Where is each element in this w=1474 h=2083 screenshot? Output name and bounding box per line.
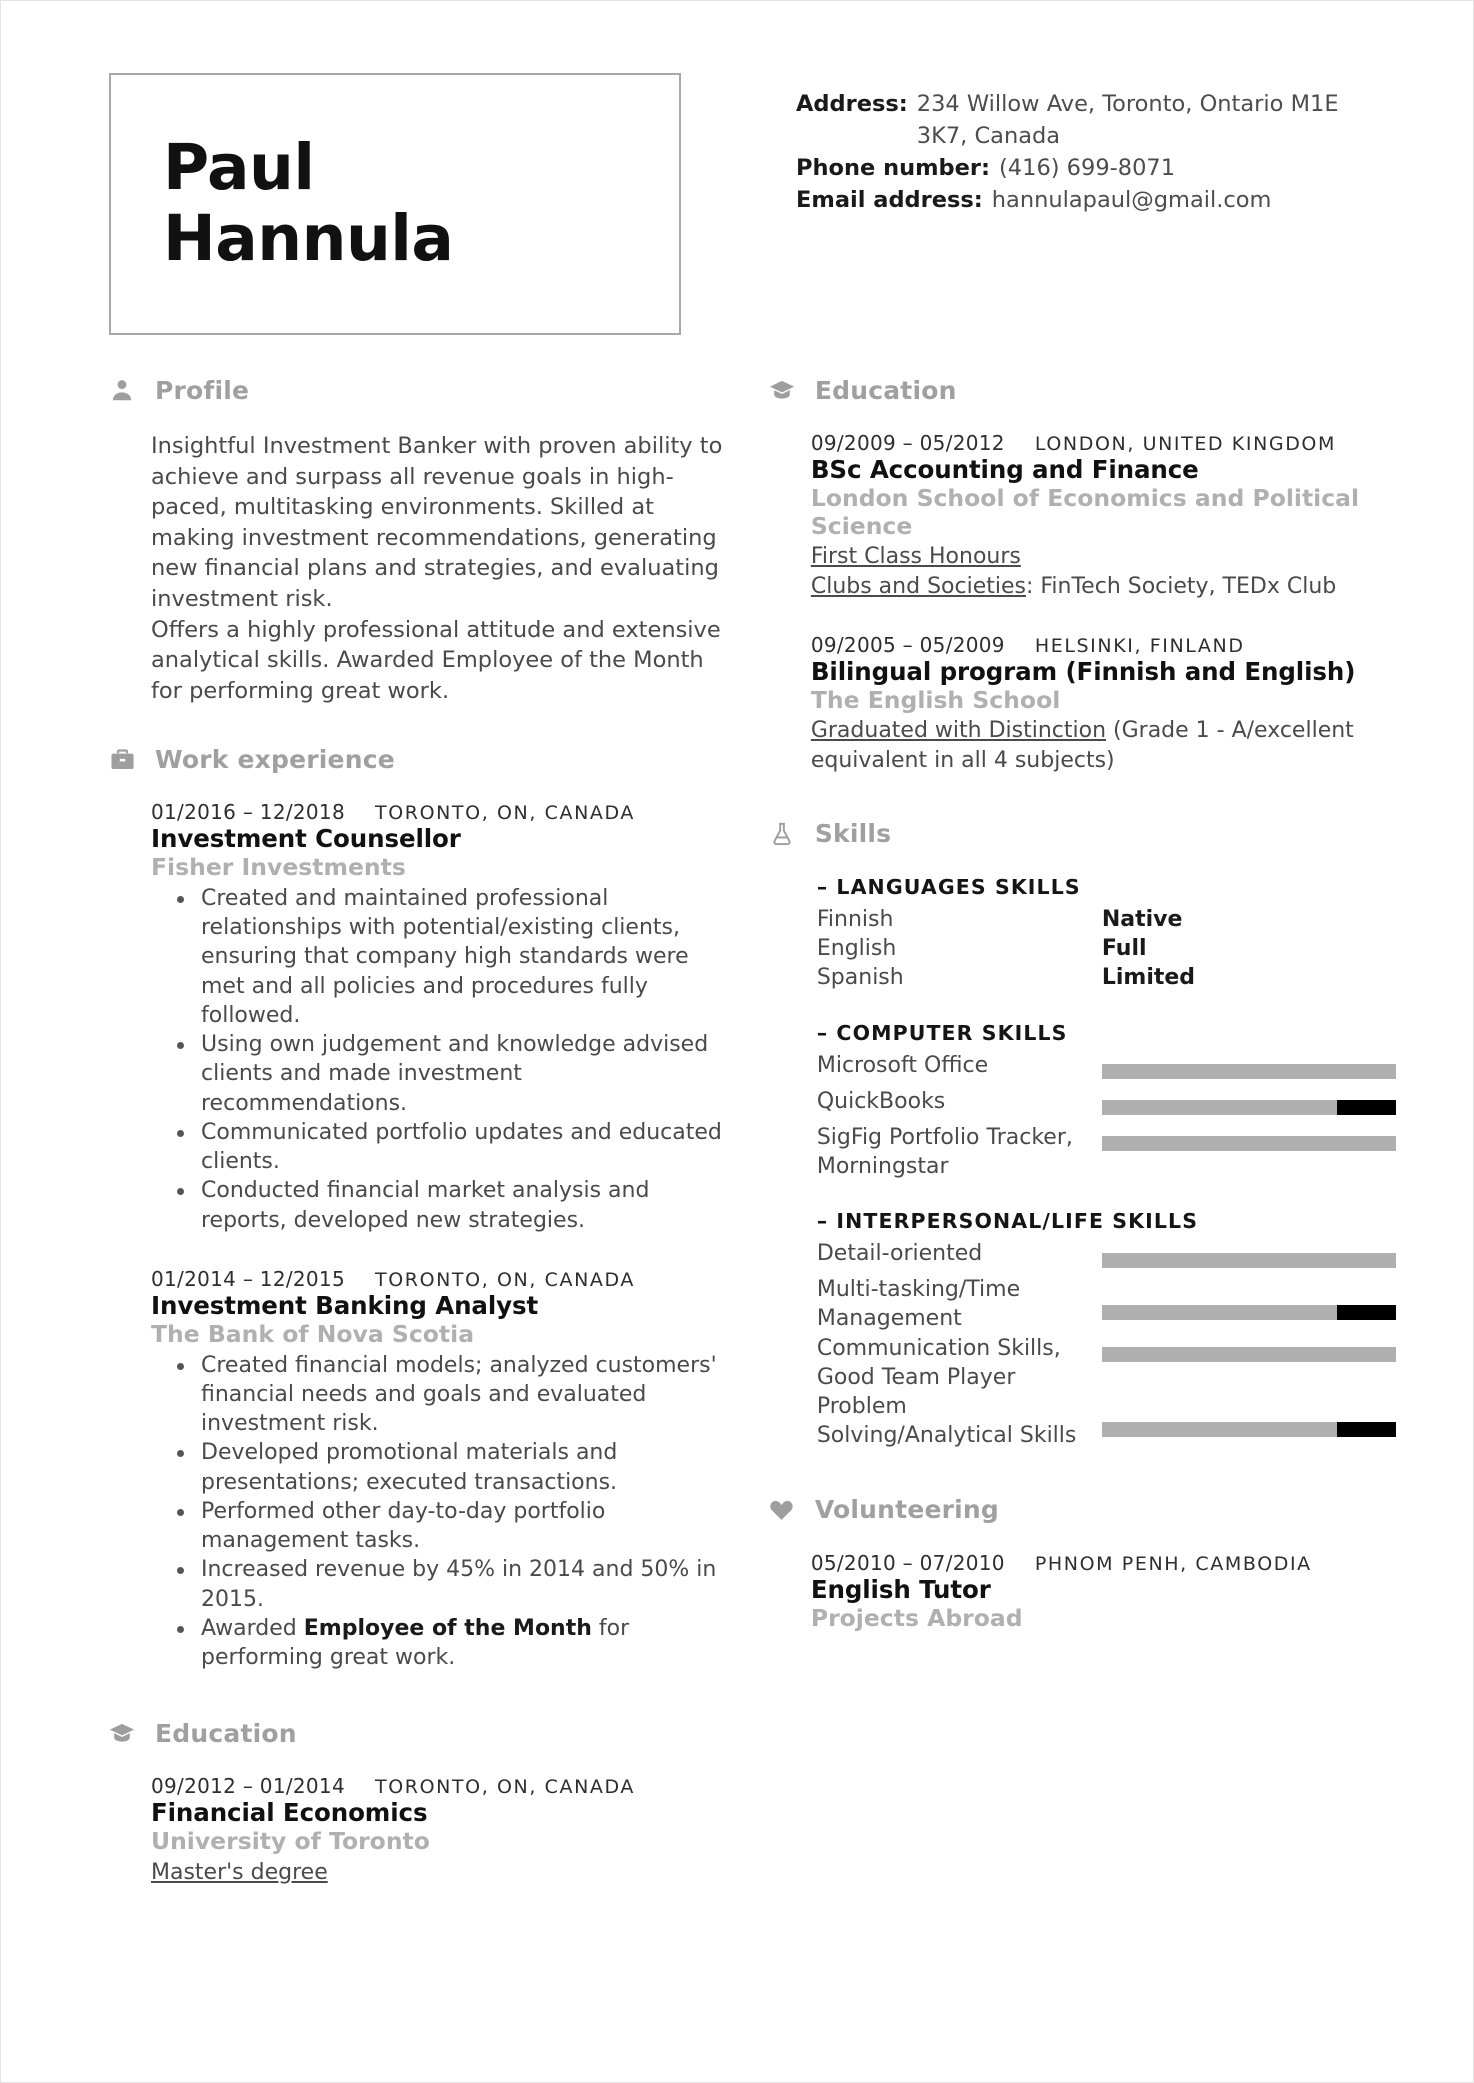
- skill-name: Microsoft Office: [816, 1052, 989, 1078]
- volunteering-entry-meta: [811, 1551, 1405, 1575]
- skill-bar-row: [817, 1275, 1405, 1334]
- first-name: Paul: [163, 131, 315, 205]
- work-entry-title: Investment Banking Analyst: [151, 1290, 539, 1320]
- education-left-heading-label: Education: [155, 1718, 297, 1748]
- education-entry-location: LONDON, UNITED KINGDOM: [1034, 433, 1336, 455]
- left-column: [61, 375, 739, 1925]
- address-value-line2: 3K7, Canada: [916, 122, 1061, 149]
- skill-bar: [1102, 1253, 1396, 1268]
- skill-bar-row: [817, 1334, 1405, 1393]
- work-entry-meta: [151, 800, 729, 824]
- section-education-right: [745, 375, 1413, 775]
- graduation-cap-icon: [767, 375, 797, 405]
- work-entry-date: 01/2014 – 12/2015: [151, 1266, 345, 1291]
- skill-level: Full: [1101, 936, 1147, 962]
- profile-heading: [61, 375, 739, 405]
- work-entry-title: Investment Counsellor: [151, 824, 461, 854]
- work-entry-org: The Bank of Nova Scotia: [151, 1319, 475, 1348]
- list-item: Conducted financial market analysis and reports, developed new strategies.: [185, 1176, 729, 1235]
- education-entry-title: Bilingual program (Finnish and English): [810, 656, 1356, 686]
- skill-group-title: – LANGUAGES SKILLS: [816, 874, 1081, 899]
- section-education-left: [61, 1718, 739, 1887]
- address-value-line1: 234 Willow Ave, Toronto, Ontario M1E: [916, 91, 1339, 117]
- skill-bar-remainder: [1337, 1100, 1396, 1115]
- skill-name: Communication Skills, Good Team Player: [816, 1335, 1061, 1390]
- education-right-body: [745, 431, 1413, 775]
- education-entry-title: Financial Economics: [151, 1798, 428, 1828]
- email-label: Email address:: [796, 186, 983, 213]
- work-entry-bullets: [151, 884, 729, 1235]
- volunteering-heading: [745, 1495, 1413, 1525]
- skill-level: Native: [1101, 906, 1183, 932]
- profile-paragraph-2: Offers a highly professional attitude and extensive analytical skills. Awarded Employee of the Month for performing great work.: [151, 616, 721, 704]
- volunteering-heading-label: Volunteering: [814, 1495, 1000, 1525]
- skill-group-computer: [817, 1021, 1405, 1182]
- list-item: Using own judgement and knowledge advised clients and made investment recommendations.: [185, 1030, 729, 1118]
- education-left-heading: [61, 1718, 739, 1748]
- person-icon: [107, 375, 137, 405]
- skill-bar-row: [817, 1051, 1405, 1087]
- distinction-detail: (Grade 1 - A/excellent equivalent in all 4 subjects): [810, 718, 1354, 773]
- education-entry-distinction: [811, 716, 1405, 775]
- resume-columns: [1, 335, 1473, 1925]
- right-column: [745, 375, 1413, 1925]
- award-pre: Awarded: [201, 1615, 304, 1641]
- skill-bar: [1102, 1305, 1396, 1320]
- work-entry-location: TORONTO, ON, CANADA: [375, 802, 635, 825]
- skills-body: [745, 875, 1413, 1451]
- address-label: Address:: [796, 91, 908, 117]
- education-entry-honours: [811, 542, 1405, 571]
- profile-paragraph-1: Insightful Investment Banker with proven ability to achieve and surpass all revenue goals in high-paced, multitasking environments. Skilled at making investment recommendations, generating new financial plans and strategies, and evaluating investment risk.: [151, 433, 723, 612]
- list-item: Communicated portfolio updates and educated clients.: [185, 1118, 729, 1177]
- clubs-label: Clubs and Societies: [810, 573, 1026, 599]
- volunteering-entry: [811, 1551, 1405, 1633]
- volunteering-entry-date: 05/2010 – 07/2010: [810, 1550, 1005, 1575]
- education-entry-location: TORONTO, ON, CANADA: [375, 1776, 635, 1799]
- volunteering-entry-location: PHNOM PENH, CAMBODIA: [1034, 1552, 1312, 1575]
- volunteering-entry-title: English Tutor: [810, 1574, 991, 1604]
- skill-name: SigFig Portfolio Tracker, Morningstar: [816, 1124, 1073, 1179]
- education-entry-org: University of Toronto: [151, 1827, 430, 1856]
- phone-value[interactable]: (416) 699-8071: [999, 154, 1176, 181]
- list-item-award: [185, 1614, 729, 1673]
- skill-bar-row: [817, 1087, 1405, 1123]
- work-entry: [151, 800, 729, 1235]
- skill-bar-wrap: [1102, 1297, 1396, 1327]
- skill-row: [817, 934, 1405, 963]
- skill-row: [817, 905, 1405, 934]
- heart-icon: [767, 1495, 797, 1525]
- education-entry-org: The English School: [810, 685, 1061, 714]
- skill-group-title: – COMPUTER SKILLS: [816, 1020, 1068, 1045]
- volunteering-body: [745, 1551, 1413, 1633]
- education-left-body: [61, 1774, 739, 1887]
- education-entry-extra: [151, 1858, 729, 1887]
- education-entry: [151, 1774, 729, 1887]
- list-item: Performed other day-to-day portfolio management tasks.: [185, 1497, 729, 1556]
- skill-name: Spanish: [816, 965, 904, 991]
- list-item: Increased revenue by 45% in 2014 and 50% in 2015.: [185, 1555, 729, 1614]
- profile-body: [61, 431, 739, 706]
- name-box: [109, 73, 681, 335]
- education-entry-title: BSc Accounting and Finance: [810, 455, 1199, 484]
- distinction-text: Graduated with Distinction: [810, 718, 1107, 744]
- section-volunteering: [745, 1495, 1413, 1633]
- skills-heading-label: Skills: [814, 819, 892, 849]
- education-entry-meta: [151, 1774, 729, 1798]
- skill-bar-remainder: [1337, 1422, 1396, 1437]
- work-entry-org: Fisher Investments: [151, 853, 406, 882]
- skill-group-title: – INTERPERSONAL/LIFE SKILLS: [816, 1209, 1199, 1234]
- contact-address-row: [796, 89, 1339, 121]
- skill-name: English: [816, 936, 897, 962]
- last-name: Hannula: [163, 202, 454, 275]
- skill-group-languages: [817, 875, 1405, 993]
- education-entry: [811, 431, 1405, 601]
- skill-bar: [1102, 1100, 1396, 1115]
- skill-bar-row: [817, 1123, 1405, 1182]
- education-right-heading: [745, 375, 1413, 405]
- section-profile: [61, 375, 739, 706]
- skill-level: Limited: [1101, 965, 1196, 991]
- skill-bar-wrap: [1102, 1414, 1396, 1444]
- education-right-heading-label: Education: [814, 375, 957, 405]
- education-entry-meta: [811, 633, 1405, 657]
- flask-icon: [767, 819, 797, 849]
- email-value[interactable]: hannulapaul@gmail.com: [991, 186, 1272, 213]
- graduation-cap-icon: [107, 1718, 137, 1748]
- briefcase-icon: [107, 744, 137, 774]
- skill-bar-remainder: [1337, 1305, 1396, 1320]
- skills-heading: [745, 819, 1413, 849]
- skill-bar-wrap: [1102, 1093, 1396, 1123]
- volunteering-entry-org: Projects Abroad: [810, 1603, 1023, 1632]
- education-entry-location: HELSINKI, FINLAND: [1034, 634, 1245, 657]
- education-entry-clubs: [811, 572, 1405, 601]
- skill-bar-wrap: [1102, 1129, 1396, 1159]
- work-heading: [61, 744, 739, 774]
- education-entry-meta: [811, 431, 1405, 455]
- list-item: Developed promotional materials and presentations; executed transactions.: [185, 1438, 729, 1497]
- work-entry-date: 01/2016 – 12/2018: [151, 800, 345, 825]
- work-entry: [151, 1267, 729, 1672]
- skill-row: [817, 963, 1405, 992]
- clubs-value: : FinTech Society, TEDx Club: [1025, 573, 1337, 599]
- list-item: Created and maintained professional relationships with potential/existing clients, ensuring that company high standards were met and all policies and procedures fully followed.: [185, 884, 729, 1030]
- contact-address-row-2: [796, 121, 1339, 153]
- education-entry-date: 09/2012 – 01/2014: [151, 1774, 345, 1799]
- skill-name: Detail-oriented: [816, 1241, 983, 1267]
- skill-bar: [1102, 1422, 1396, 1437]
- honours-text: First Class Honours: [810, 544, 1021, 570]
- section-work-experience: [61, 744, 739, 1672]
- section-skills: [745, 819, 1413, 1451]
- skill-group-interpersonal: [817, 1209, 1405, 1451]
- skill-bar: [1102, 1136, 1396, 1151]
- profile-heading-label: Profile: [155, 375, 250, 405]
- skill-bar: [1102, 1347, 1396, 1362]
- education-entry: [811, 633, 1405, 775]
- skill-bar-wrap: [1102, 1245, 1396, 1275]
- work-entry-bullets: [151, 1351, 729, 1673]
- phone-label: Phone number:: [796, 154, 991, 181]
- skill-name: QuickBooks: [816, 1088, 946, 1114]
- work-entry-location: TORONTO, ON, CANADA: [375, 1268, 635, 1291]
- skill-bar-wrap: [1102, 1057, 1396, 1087]
- skill-bar-row: [817, 1392, 1405, 1451]
- resume-header: [1, 1, 1473, 335]
- education-entry-date: 09/2005 – 05/2009: [810, 632, 1005, 657]
- skill-bar-row: [817, 1239, 1405, 1275]
- skill-bar-wrap: [1102, 1340, 1396, 1370]
- skill-bar: [1102, 1064, 1396, 1079]
- list-item: Created financial models; analyzed customers' financial needs and goals and evaluated investment risk.: [185, 1351, 729, 1439]
- award-post: for performing great work.: [201, 1615, 630, 1671]
- skill-name: Problem Solving/Analytical Skills: [816, 1394, 1077, 1449]
- skill-name: Finnish: [816, 906, 894, 932]
- education-degree: Master's degree: [151, 1859, 328, 1885]
- work-body: [61, 800, 739, 1672]
- education-entry-org: London School of Economics and Political Science: [810, 483, 1360, 540]
- contact-block: [796, 73, 1339, 217]
- award-bold: Employee of the Month: [303, 1615, 592, 1641]
- work-heading-label: Work experience: [155, 744, 395, 774]
- contact-phone-row: [796, 153, 1339, 185]
- work-entry-meta: [151, 1267, 729, 1291]
- education-entry-date: 09/2009 – 05/2012: [810, 431, 1005, 455]
- skill-name: Multi-tasking/Time Management: [816, 1277, 1021, 1332]
- contact-email-row: [796, 185, 1339, 217]
